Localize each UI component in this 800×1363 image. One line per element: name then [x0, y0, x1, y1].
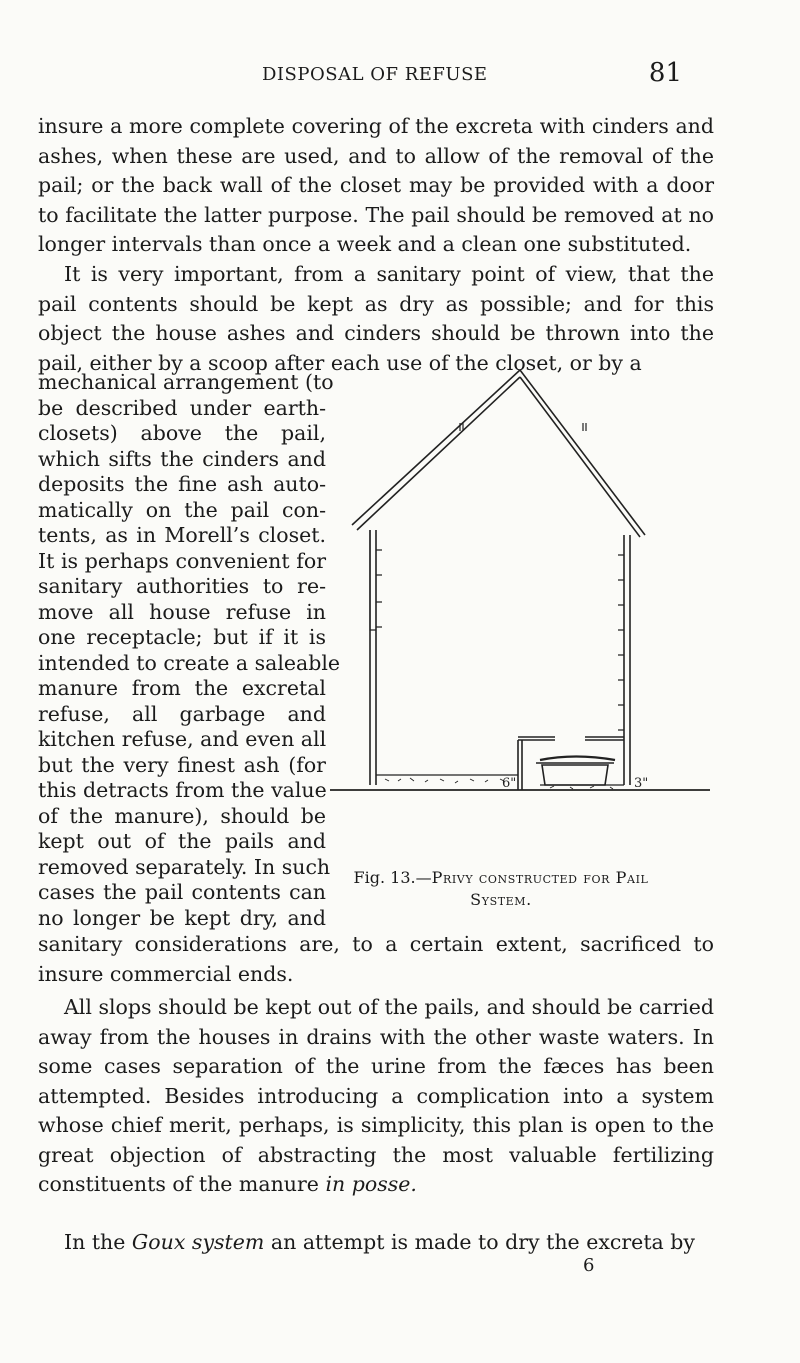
- paragraph-3-line: refuse, all garbage and: [38, 701, 326, 726]
- signature-mark: 6: [583, 1255, 595, 1276]
- paragraph-3-line: matically on the pail con-: [38, 497, 326, 522]
- paragraph-3-line: but the very finest ash (for: [38, 752, 326, 777]
- pail-lid: [540, 757, 615, 761]
- paragraph-3-line: removed separately. In such: [38, 854, 331, 879]
- paragraph-3-line: which sifts the cinders and: [38, 446, 326, 471]
- paragraph-4-italic: in posse.: [325, 1172, 417, 1196]
- paragraph-3-line: It is perhaps convenient for: [38, 548, 326, 573]
- roof-right-inner: [520, 377, 640, 537]
- paragraph-3-line: no longer be kept dry, and: [38, 905, 326, 930]
- dimension-six-inch: 6": [502, 776, 517, 791]
- roof-left-inner: [357, 377, 520, 530]
- page-number: 81: [648, 58, 682, 88]
- paragraph-3-line: this detracts from the value: [38, 778, 327, 802]
- paragraph-1: insure a more complete covering of the excreta with cinders and ashes, when these are used, and to allow of the removal of the pail; or the back wall of the closet may be provided with a door to facilitate the latter purpose. The pail should be removed at no longer intervals than once a week and a clean one substituted.: [38, 114, 714, 256]
- privy-diagram: [330, 365, 710, 805]
- paragraph-3-line: sanitary authorities to re-: [38, 574, 326, 598]
- paragraph-3-line: tents, as in Morell’s closet.: [38, 523, 326, 547]
- paragraph-4: [38, 993, 714, 1200]
- paragraph-3-line: manure from the excretal: [38, 676, 326, 700]
- paragraph-4-text: All slops should be kept out of the pails, and should be carried away from the houses in drains with the other waste waters. In some cases separation of the urine from the fæces has been attempted. Besides introducing a complication into a system whose chief merit, perhaps, is simplicity, this plan is open to the great objection of abstracting the most valuable fertilizing constituents of the manure: [38, 995, 714, 1196]
- roof-left: [352, 370, 520, 525]
- paragraph-5: [38, 1228, 714, 1258]
- paragraph-5-prefix: In the: [64, 1230, 126, 1254]
- caption-prefix: Fig. 13.—: [353, 868, 432, 887]
- page-header: [0, 58, 800, 104]
- paragraph-3-line: kept out of the pails and: [38, 829, 326, 853]
- paragraph-3-line: closets) above the pail,: [38, 421, 326, 445]
- paragraph-3-line: one receptacle; but if it is: [38, 625, 326, 649]
- paragraph-5-suffix: an attempt is made to dry the excreta by: [270, 1230, 695, 1254]
- paragraph-3-line: kitchen refuse, and even all: [38, 727, 327, 751]
- paragraph-3-line: move all house refuse in: [38, 599, 326, 624]
- paragraph-3-line: intended to create a saleable: [38, 650, 341, 675]
- paragraph-3-line: be described under earth-: [38, 395, 326, 420]
- seat-top: [585, 737, 624, 740]
- caption-title: Privy constructed for Pail System.: [431, 868, 649, 909]
- roof-right: [520, 370, 645, 535]
- paragraph-2: It is very important, from a sanitary point of view, that the pail contents should be kept as dry as possible; and for this object the house ashes and cinders should be thrown into the pail, either by a scoop after each use of the closet, or by a: [38, 262, 714, 375]
- paragraph-3-line: of the manure), should be: [38, 803, 326, 828]
- paragraph-3-tail: sanitary considerations are, to a certain extent, sacrificed to insure commercial ends.: [38, 932, 714, 986]
- paragraph-3-line: deposits the fine ash auto-: [38, 472, 326, 496]
- paragraph-3-line: cases the pail contents can: [38, 880, 326, 904]
- paragraph-3-line: mechanical arrangement (to: [38, 370, 334, 394]
- running-head: DISPOSAL OF REFUSE: [262, 64, 488, 85]
- pail-body: [542, 765, 608, 785]
- figure-caption: [326, 867, 676, 911]
- dimension-three-inch: 3": [634, 776, 649, 791]
- paragraph-5-italic: Goux system: [131, 1230, 265, 1254]
